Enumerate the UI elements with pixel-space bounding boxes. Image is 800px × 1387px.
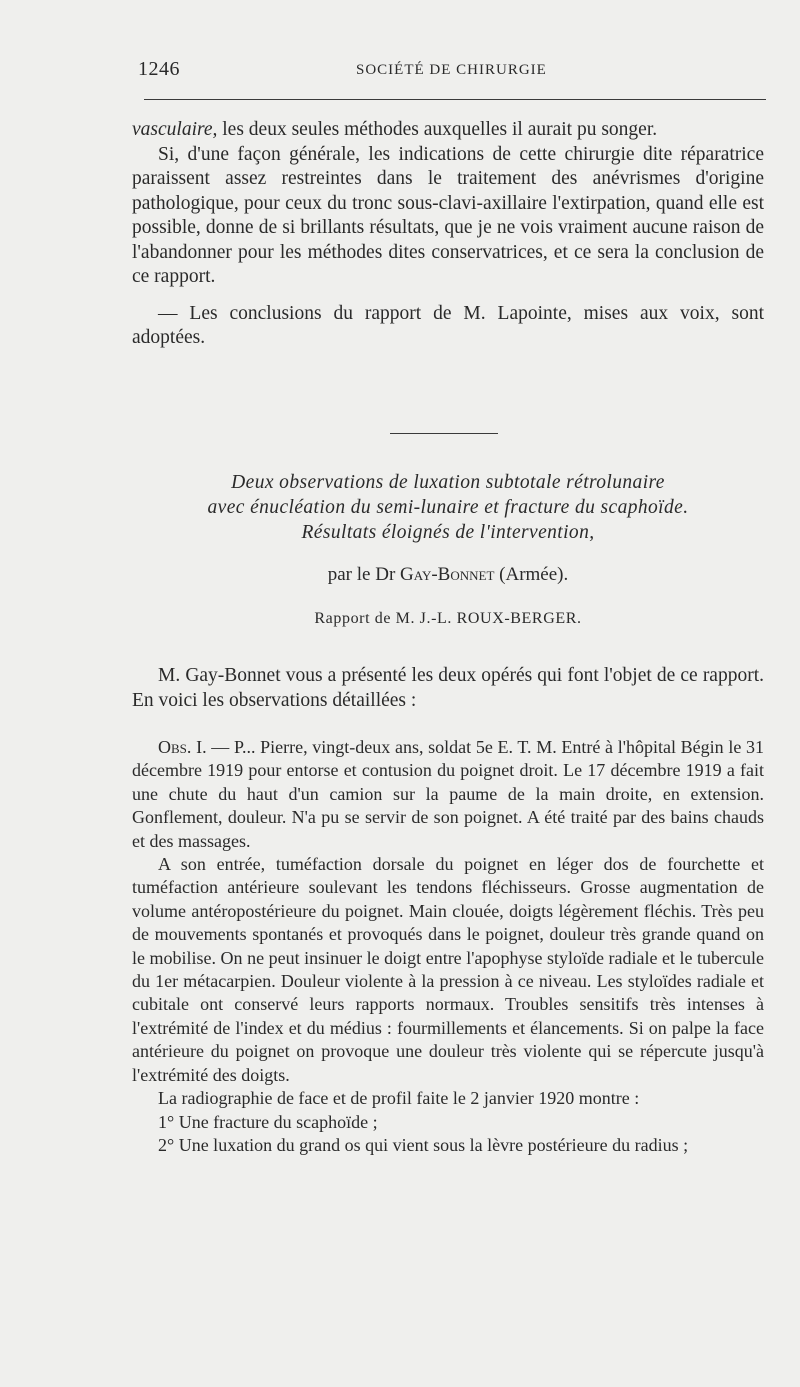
article-title-line-3: Résultats éloignés de l'intervention, <box>301 522 595 543</box>
article-title <box>132 470 764 545</box>
running-head: SOCIÉTÉ DE CHIRURGIE <box>356 62 547 78</box>
finding-item-2: 2° Une luxation du grand os qui vient sous la lèvre postérieure du radius ; <box>158 1134 689 1155</box>
body-intro <box>132 664 764 713</box>
author-name: Gay-Bonnet <box>400 564 495 585</box>
report-line: Rapport de M. J.-L. ROUX-BERGER. <box>314 610 582 627</box>
conclusion-adopted: — Les conclusions du rapport de M. Lapointe, mises aux voix, sont adoptées. <box>132 302 764 348</box>
author-suffix: (Armée). <box>499 564 569 585</box>
header-rule <box>144 99 766 100</box>
finding-item-1: 1° Une fracture du scaphoïde ; <box>158 1111 378 1132</box>
intro-paragraph-2: Si, d'une façon générale, les indications de cette chirurgie dite réparatrice paraissent assez restreintes dans le traitement des anévrismes d'origine pathologique, pour ceux du tronc sous-clavi-axillaire l'extirpation, quand elle est possible, donne de si brillants résultats, que je ne vois vraiment aucune raison de l'abandonner pour les méthodes dites conservatrices, et ce sera la conclusion de ce rapport. <box>132 143 764 287</box>
page-number: 1246 <box>138 58 180 80</box>
article-title-line-1: Deux observations de luxation subtotale rétrolunaire <box>231 472 665 493</box>
observation-section <box>132 736 764 1157</box>
radiography-paragraph: La radiographie de face et de profil faite le 2 janvier 1920 montre : <box>158 1088 640 1109</box>
intro-paragraph-1 <box>132 118 764 143</box>
author-prefix: par le Dr <box>327 564 396 585</box>
intro-section <box>132 118 764 351</box>
intro-lead-italic: vasculaire, <box>132 119 218 140</box>
observation-label: Obs. I. <box>158 737 207 757</box>
observation-1 <box>132 736 764 853</box>
intro-paragraph-1-text: les deux seules méthodes auxquelles il aurait pu songer. <box>217 119 658 140</box>
observation-1-text: — P... Pierre, vingt-deux ans, soldat 5e E. T. M. Entré à l'hôpital Bégin le 31 décembre 1919 pour entorse et contusion du poignet droit. Le 17 décembre 1919 a fait une chute du haut d'un camion sur la paume de la main droite, en extension. Gonflement, douleur. N'a pu se servir de son poignet. A été traité par des bains chauds et des massages. <box>132 737 764 851</box>
page-header <box>138 58 768 86</box>
body-paragraph-1: M. Gay-Bonnet vous a présenté les deux opérés qui font l'objet de ce rapport. En voici les observations détaillées : <box>132 665 764 711</box>
article-author <box>132 564 764 586</box>
article-title-line-2: avec énucléation du semi-lunaire et fracture du scaphoïde. <box>207 497 689 518</box>
observation-entry-paragraph: A son entrée, tuméfaction dorsale du poignet en léger dos de fourchette et tuméfaction antérieure soulevant les tendons fléchisseurs. Grosse augmentation de volume antéropostérieure du poignet. Main clouée, doigts légèrement fléchis. Très peu de mouvements spontanés et provoqués dans le poignet, douleur très grande quand on le mobilise. On ne peut insinuer le doigt entre l'apophyse styloïde radiale et le tubercule du 1er métacarpien. Douleur violente à la pression à ce niveau. Les styloïdes radiale et cubitale ont conservé leurs rapports normaux. Troubles sensitifs très intenses à l'extrémité de l'index et du médius : fourmillements et élancements. Si on palpe la face antérieure du poignet on provoque une douleur très violente qui se répercute jusqu'à l'extrémité des doigts. <box>132 854 764 1085</box>
section-divider <box>390 433 498 434</box>
